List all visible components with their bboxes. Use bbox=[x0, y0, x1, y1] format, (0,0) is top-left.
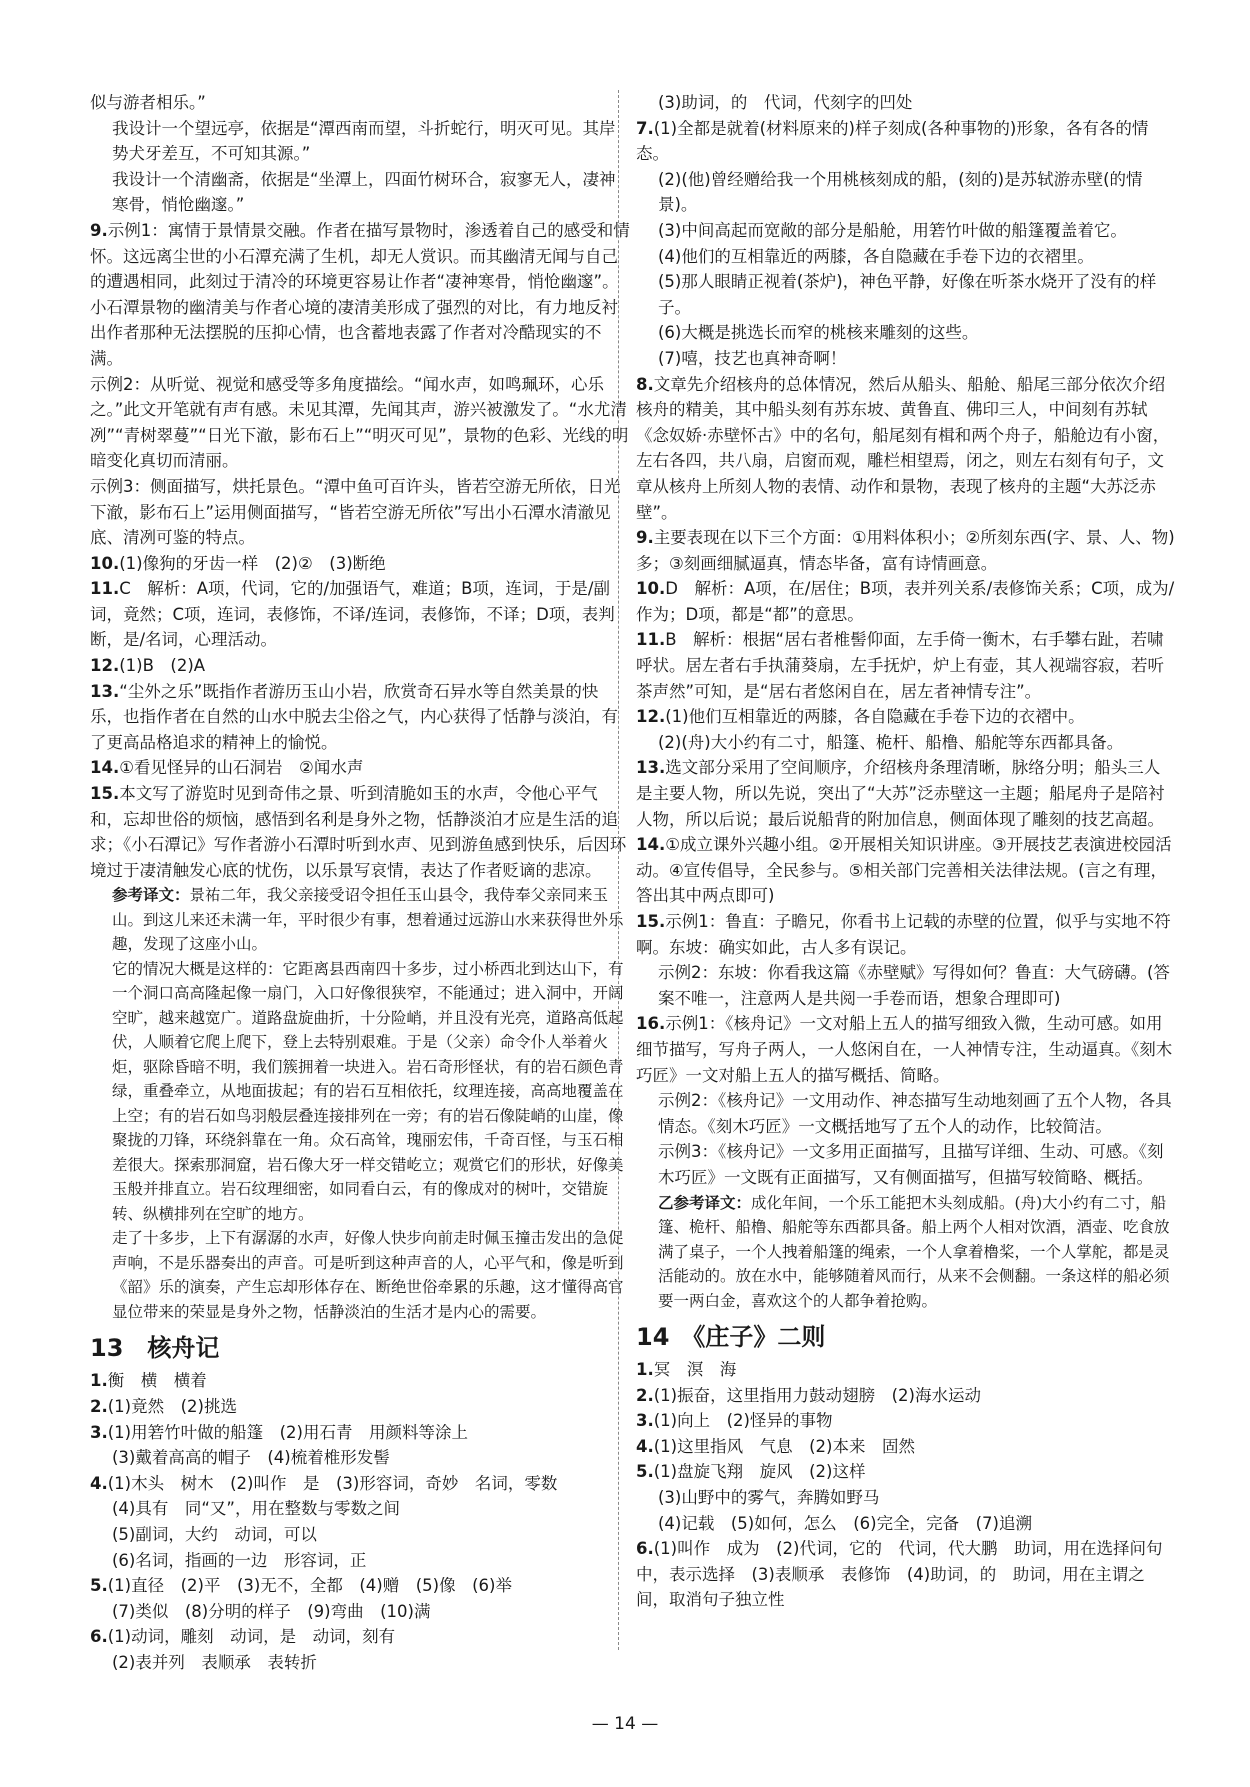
item-text: B 解析：根据“居右者椎髻仰面，左手倚一衡木，右手攀右趾，若啸呼状。居左者右手执蒲葵扇，左手抚炉，炉上有壶，其人视端容寂，若听茶声然”可知，是“居右者悠闲自在，居左者神情专注”。 bbox=[636, 630, 1164, 701]
reference-translation bbox=[90, 883, 630, 957]
answer-item bbox=[636, 372, 1176, 526]
item-text: (1)叫作 成为 (2)代词，它的 代词，代大鹏 助词，用在选择问句中，表示选择 (3)表顺承 表修饰 (4)助词，的 助词，用在主谓之间，取消句子独立性 bbox=[636, 1539, 1163, 1610]
item-text: D 解析：A项，在/居住；B项，表并列关系/表修饰关系；C项，成为/作为；D项，都是“都”的意思。 bbox=[636, 579, 1175, 624]
answer-item bbox=[90, 755, 630, 781]
item-number: 2. bbox=[636, 1385, 654, 1405]
answer-item bbox=[636, 1383, 1176, 1409]
item-number: 6. bbox=[636, 1539, 654, 1559]
item-number: 2. bbox=[90, 1397, 108, 1416]
item-text: (1)全都是就着(材料原来的)样子刻成(各种事物的)形象，各有各的情态。 bbox=[636, 118, 1149, 164]
item-number: 10. bbox=[90, 553, 120, 573]
item-text: (1)木头 树木 (2)叫作 是 (3)形容词，奇妙 名词，零数 bbox=[107, 1473, 558, 1493]
item-text: 示例1：《核舟记》一文对船上五人的描写细致入微，生动可感。如用细节描写，写舟子两人，一人悠闲自在，一人神情专注，生动逼真。《刻木巧匠》一文对船上五人的描写概括、简略。 bbox=[636, 1014, 1173, 1085]
text-line: (7)嘻，技艺也真神奇啊！ bbox=[658, 348, 847, 368]
item-number: 7. bbox=[636, 118, 654, 138]
answer-item bbox=[90, 1624, 630, 1650]
item-number: 1. bbox=[636, 1360, 654, 1380]
item-number: 1. bbox=[90, 1371, 108, 1391]
reference-translation bbox=[90, 957, 630, 1227]
text-line: (3)戴着高高的帽子 (4)梳着椎形发髻 bbox=[112, 1448, 390, 1468]
text-line: (3)山野中的雾气，奔腾如野马 bbox=[658, 1488, 880, 1507]
item-number: 10. bbox=[636, 579, 666, 599]
item-text: 冥 溟 海 bbox=[653, 1360, 737, 1380]
item-text: 本文写了游览时见到奇伟之景、听到清脆如玉的水声，令他心平气和，忘却世俗的烦恼，感悟到名利是身外之物，恬静淡泊才应是生活的追求；《小石潭记》写作者游小石潭时听到水声、见到游鱼感到快乐，后因环境过于凄清触发心底的忧伤，以乐景写哀情，表达了作者贬谪的悲凉。 bbox=[90, 784, 627, 880]
text-line: 示例2：《核舟记》一文用动作、神态描写生动地刻画了五个人物，各具情态。《刻木巧匠》一文概括地写了五个人的动作，比较简洁。 bbox=[658, 1091, 1172, 1136]
item-text: 衡 横 横着 bbox=[107, 1371, 207, 1391]
text-line: (5)副词，大约 动词，可以 bbox=[112, 1524, 317, 1544]
left-column bbox=[90, 90, 630, 1676]
answer-item bbox=[636, 627, 1176, 704]
reference-translation bbox=[636, 1191, 1176, 1314]
answer-item bbox=[90, 1394, 630, 1420]
item-number: 11. bbox=[90, 579, 120, 599]
item-number: 4. bbox=[636, 1436, 654, 1456]
item-number: 11. bbox=[636, 630, 666, 650]
answer-item bbox=[90, 218, 630, 372]
translation-text: 走了十多步，上下有潺潺的水声，好像人快步向前走时佩玉撞击发出的急促声响，不是乐器奏出的声音。可是听到这种声音的人，心平气和，像是听到《韶》乐的演奏，产生忘却形体存在、断绝世俗牵累的乐趣，这才懂得高官显位带来的荣显是身外之物，恬静淡泊的生活才是内心的需要。 bbox=[112, 1229, 624, 1321]
answer-item bbox=[90, 551, 630, 577]
item-text: 示例1：鲁直：子瞻兄，你看书上记载的赤壁的位置，似乎与实地不符啊。东坡：确实如此，古人多有误记。 bbox=[636, 912, 1171, 957]
answer-item bbox=[636, 1357, 1176, 1383]
item-text: (1)他们互相靠近的两膝，各自隐藏在手卷下边的衣褶中。 bbox=[665, 707, 1085, 727]
section-heading: 13 核舟记 bbox=[90, 1334, 220, 1363]
text-line: (2)(他)曾经赠给我一个用桃核刻成的船，(刻的)是苏轼游赤壁(的情景)。 bbox=[658, 169, 1143, 215]
item-number: 16. bbox=[636, 1014, 666, 1034]
item-text: 示例1：寓情于景情景交融。作者在描写景物时，渗透着自己的感受和情怀。这远离尘世的小石潭充满了生机，却无人赏识。而其幽清无闻与自己的遭遇相同，此刻过于清冷的环境更容易让作者“凄神寒骨，悄怆幽邃”。小石潭景物的幽清美与作者心境的凄清美形成了强烈的对比，有力地反衬出作者那种无法摆脱的压抑心情，也含蓄地表露了作者对冷酷现实的不满。 bbox=[90, 220, 630, 368]
text-line: (4)记载 (5)如何，怎么 (6)完全，完备 (7)追溯 bbox=[658, 1513, 1032, 1533]
answer-item bbox=[636, 909, 1176, 960]
item-text: ①成立课外兴趣小组。②开展相关知识讲座。③开展技艺表演进校园活动。④宣传倡导，全民参与。⑤相关部门完善相关法律法规。(言之有理，答出其中两点即可) bbox=[636, 835, 1172, 906]
text-line: (6)大概是挑选长而窄的桃核来雕刻的这些。 bbox=[658, 323, 979, 343]
item-number: 8. bbox=[636, 374, 654, 394]
item-text: (1)向上 (2)怪异的事物 bbox=[653, 1411, 833, 1431]
item-number: 14. bbox=[636, 835, 666, 855]
item-text: “尘外之乐”既指作者游历玉山小岩，欣赏奇石异水等自然美景的快乐，也指作者在自然的山水中脱去尘俗之气，内心获得了恬静与淡泊，有了更高品格追求的精神上的愉悦。 bbox=[90, 681, 618, 752]
answer-item bbox=[636, 1011, 1176, 1088]
answer-item bbox=[90, 576, 630, 653]
section-heading: 14 《庄子》二则 bbox=[636, 1323, 826, 1352]
item-text: (1)这里指风 气息 (2)本来 固然 bbox=[653, 1436, 915, 1456]
text-line: (2)(舟)大小约有二寸，船篷、桅杆、船橹、船舵等东西都具备。 bbox=[658, 732, 1124, 752]
answer-item bbox=[636, 755, 1176, 832]
text-line: (7)类似 (8)分明的样子 (9)弯曲 (10)满 bbox=[112, 1601, 431, 1621]
item-text: C 解析：A项，代词，它的/加强语气，难道；B项，连词，于是/副词，竟然；C项，连词，表修饰，不译/连词，表修饰，不译；D项，表判断，是/名词，心理活动。 bbox=[90, 579, 615, 650]
item-number: 12. bbox=[636, 707, 666, 727]
item-number: 9. bbox=[90, 220, 108, 240]
item-number: 3. bbox=[636, 1411, 654, 1431]
answer-item bbox=[90, 679, 630, 756]
item-text: (1)盘旋飞翔 旋风 (2)这样 bbox=[653, 1462, 866, 1482]
text-line: 我设计一个望远亭，依据是“潭西南而望，斗折蛇行，明灭可见。其岸势犬牙差互，不可知其源。” bbox=[112, 118, 616, 164]
answer-item bbox=[636, 832, 1176, 909]
item-text: 选文部分采用了空间顺序，介绍核舟条理清晰，脉络分明；船头三人是主要人物，所以先说，突出了“大苏”泛赤壁这一主题；船尾舟子是陪衬人物，所以后说；最后说船背的附加信息，侧面体现了雕刻的技艺高超。 bbox=[636, 758, 1165, 829]
column-divider bbox=[618, 90, 619, 1650]
reference-translation bbox=[90, 1226, 630, 1324]
answer-item bbox=[636, 1434, 1176, 1460]
text-line: (3)助词，的 代词，代刻字的凹处 bbox=[658, 93, 913, 112]
text-line: 示例3：《核舟记》一文多用正面描写，且描写详细、生动、可感。《刻木巧匠》一文既有正面描写，又有侧面描写，但描写较简略、概括。 bbox=[658, 1142, 1164, 1187]
item-number: 15. bbox=[636, 912, 666, 931]
answer-item bbox=[636, 1536, 1176, 1613]
text-line: 似与游者相乐。” bbox=[90, 93, 206, 112]
answer-item bbox=[636, 704, 1176, 730]
text-line: (5)那人眼睛正视着(茶炉)，神色平静，好像在听茶水烧开了没有的样子。 bbox=[658, 272, 1157, 317]
text-line: (2)表并列 表顺承 表转折 bbox=[112, 1652, 317, 1672]
item-number: 12. bbox=[90, 656, 120, 676]
translation-text: 景祐二年，我父亲接受诏令担任玉山县令，我侍奉父亲同来玉山。到这儿来还未满一年，平时很少有事，想着通过远游山水来获得世外乐趣，发现了这座小山。 bbox=[112, 886, 624, 954]
item-number: 15. bbox=[90, 784, 120, 804]
text-line: 示例2：从听觉、视觉和感受等多角度描绘。“闻水声，如鸣珮环，心乐之。”此文开笔就有声有感。未见其潭，先闻其声，游兴被激发了。“水尤清冽”“青树翠蔓”“日光下澈，影布石上”“明灭可见”，景物的色彩、光线的明暗变化真切而清丽。 bbox=[90, 374, 629, 471]
item-text: (1)直径 (2)平 (3)无不，全都 (4)赠 (5)像 (6)举 bbox=[107, 1576, 512, 1596]
item-text: 主要表现在以下三个方面：①用料体积小；②所刻东西(字、景、人、物)多；③刻画细腻逼真，情态毕备，富有诗情画意。 bbox=[636, 528, 1175, 573]
item-text: 文章先介绍核舟的总体情况，然后从船头、船舱、船尾三部分依次介绍核舟的精美，其中船头刻有苏东坡、黄鲁直、佛印三人，中间刻有苏轼《念奴娇·赤壁怀古》中的名句，船尾刻有楫和两个舟子，船舱边有小窗，左右各四，共八扇，启窗而观，雕栏相望焉，闭之，则左右刻有句子，文章从核舟上所刻人物的表情、动作和景物，表现了核舟的主题“大苏泛赤壁”。 bbox=[636, 374, 1170, 522]
answer-item bbox=[90, 1368, 630, 1394]
translation-text: 成化年间，一个乐工能把木头刻成船。(舟)大小约有二寸，船篷、桅杆、船橹、船舵等东西都具备。船上两个人相对饮酒，酒壶、吃食放满了桌子，一个人拽着船篷的绳索，一个人拿着橹桨，一个人掌舵，都是灵活能动的。放在水中，能够随着风而行，从来不会侧翻。一条这样的船必须要一两白金，喜欢这个的人都争着抢购。 bbox=[658, 1193, 1170, 1310]
answer-item bbox=[90, 1471, 630, 1497]
item-number: 3. bbox=[90, 1422, 108, 1442]
answer-item bbox=[636, 1408, 1176, 1434]
answer-item bbox=[90, 1420, 630, 1446]
item-text: (1)竟然 (2)挑选 bbox=[107, 1397, 237, 1416]
translation-label: 参考译文： bbox=[112, 886, 190, 905]
answer-item bbox=[636, 116, 1176, 167]
answer-item bbox=[90, 1573, 630, 1599]
item-number: 13. bbox=[90, 681, 120, 701]
item-number: 14. bbox=[90, 758, 120, 778]
item-number: 5. bbox=[90, 1576, 108, 1596]
item-text: (1)动词，雕刻 动词，是 动词，刻有 bbox=[107, 1627, 396, 1647]
text-line: 示例3：侧面描写，烘托景色。“潭中鱼可百许头，皆若空游无所依，日光下澈，影布石上”运用侧面描写，“皆若空游无所依”写出小石潭水清澈见底、清冽可鉴的特点。 bbox=[90, 476, 621, 548]
item-text: (1)振奋，这里指用力鼓动翅膀 (2)海水运动 bbox=[653, 1385, 981, 1405]
text-line: (4)具有 同“又”，用在整数与零数之间 bbox=[112, 1499, 400, 1519]
answer-item bbox=[636, 1459, 1176, 1485]
translation-label: 乙参考译文： bbox=[658, 1193, 752, 1212]
translation-text: 它的情况大概是这样的：它距离县西南四十多步，过小桥西北到达山下，有一个洞口高高隆起像一扇门，入口好像很狭窄，不能通过；进入洞中，开阔空旷，越来越宽广。道路盘旋曲折，十分险峭，并且没有光亮，道路高低起伏，人顺着它爬上爬下，登上去特别艰难。于是（父亲）命令仆人举着火炬，驱除昏暗不明，我们簇拥着一块进入。岩石奇形怪状，有的岩石颜色青绿，重叠牵立，从地面拔起；有的岩石互相依托，纹理连接，高高地覆盖在上空；有的岩石如鸟羽般层叠连接排列在一旁；有的岩石像陡峭的山崖，像聚拢的刀锋，环绕斜靠在一角。众石高耸，瑰丽宏伟，千奇百怪，与玉石相差很大。探索那洞窟，岩石像大牙一样交错屹立；观赏它们的形状，好像美玉般并排直立。岩石纹理细密，如同看白云，有的像成对的树叶，交错旋转、纵横排列在空旷的地方。 bbox=[112, 959, 624, 1223]
page-number: — 14 — bbox=[591, 1714, 659, 1734]
item-text: (1)B (2)A bbox=[119, 656, 206, 676]
text-line: (3)中间高起而宽敞的部分是船舱，用箬竹叶做的船篷覆盖着它。 bbox=[658, 220, 1127, 240]
item-text: ①看见怪异的山石洞岩 ②闻水声 bbox=[119, 758, 364, 778]
text-line: 我设计一个清幽斋，依据是“坐潭上，四面竹树环合，寂寥无人，凄神寒骨，悄怆幽邃。” bbox=[112, 169, 616, 215]
item-text: (1)用箬竹叶做的船篷 (2)用石青 用颜料等涂上 bbox=[107, 1422, 468, 1442]
item-number: 5. bbox=[636, 1462, 654, 1482]
text-line: (6)名词，指画的一边 形容词，正 bbox=[112, 1550, 367, 1570]
answer-item bbox=[90, 653, 630, 679]
text-line: (4)他们的互相靠近的两膝，各自隐藏在手卷下边的衣褶里。 bbox=[658, 246, 1094, 266]
item-number: 9. bbox=[636, 528, 654, 548]
answer-item bbox=[636, 576, 1176, 627]
text-line: 示例2：东坡：你看我这篇《赤壁赋》写得如何？鲁直：大气磅礴。(答案不唯一，注意两人是共阅一手卷而语，想象合理即可) bbox=[658, 963, 1170, 1008]
item-number: 13. bbox=[636, 758, 666, 778]
item-text: (1)像狗的牙齿一样 (2)② (3)断绝 bbox=[119, 553, 386, 573]
answer-item bbox=[90, 781, 630, 883]
right-column bbox=[636, 90, 1176, 1613]
item-number: 4. bbox=[90, 1473, 108, 1493]
item-number: 6. bbox=[90, 1627, 108, 1647]
answer-item bbox=[636, 525, 1176, 576]
